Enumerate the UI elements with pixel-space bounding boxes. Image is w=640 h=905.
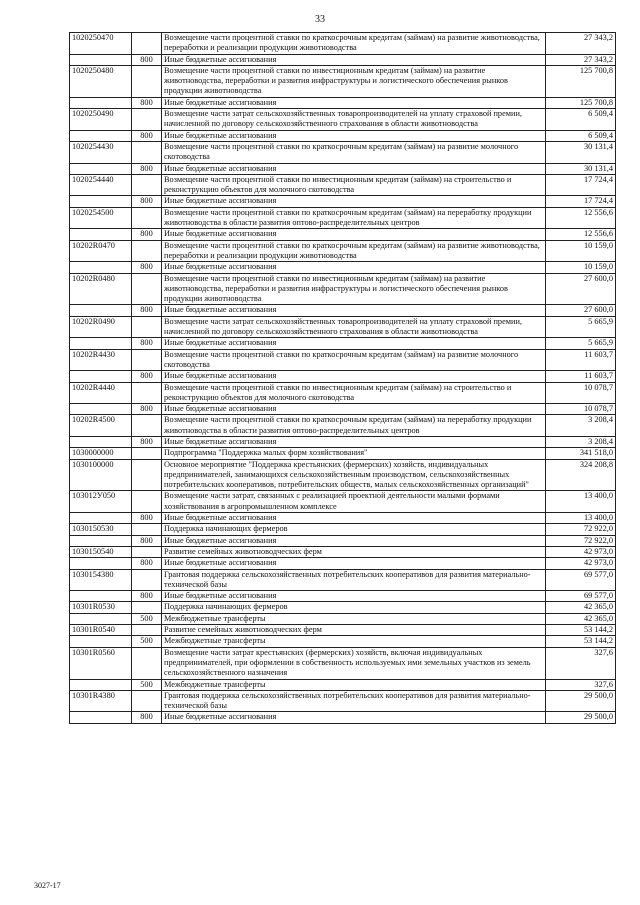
classification-code-cell [70,163,132,174]
table-row [70,130,616,141]
amount-cell: 29 500,0 [546,690,616,712]
classification-code-cell: 1020254500 [70,207,132,229]
table-row [70,448,616,459]
classification-code-cell [70,305,132,316]
item-name-cell: Иные бюджетные ассигнования [162,54,546,65]
amount-cell: 125 700,8 [546,97,616,108]
expense-type-cell [132,459,162,491]
item-name-cell: Иные бюджетные ассигнования [162,535,546,546]
amount-cell: 327,6 [546,679,616,690]
table-row [70,229,616,240]
table-row [70,97,616,108]
classification-code-cell: 1030150540 [70,546,132,557]
amount-cell: 30 131,4 [546,141,616,163]
table-row [70,513,616,524]
table-row [70,316,616,338]
table-row [70,54,616,65]
item-name-cell: Иные бюджетные ассигнования [162,436,546,447]
item-name-cell: Иные бюджетные ассигнования [162,305,546,316]
table-row [70,569,616,591]
amount-cell: 341 518,0 [546,448,616,459]
classification-code-cell: 10202R4430 [70,349,132,371]
expense-type-cell: 800 [132,97,162,108]
amount-cell: 11 603,7 [546,371,616,382]
table-row [70,371,616,382]
amount-cell: 27 343,2 [546,33,616,55]
classification-code-cell: 1030000000 [70,448,132,459]
expense-type-cell: 800 [132,130,162,141]
expense-type-cell [132,141,162,163]
classification-code-cell: 10202R0480 [70,273,132,305]
expense-type-cell: 800 [132,338,162,349]
item-name-cell: Возмещение части процентной ставки по краткосрочным кредитам (займам) на переработку продукции животноводства в области развития оптово-распределительных центров [162,415,546,437]
classification-code-cell: 1020254430 [70,141,132,163]
table-row [70,404,616,415]
expense-type-cell [132,690,162,712]
item-name-cell: Основное мероприятие "Поддержка крестьянских (фермерских) хозяйств, индивидуальных предпринимателей, занимающихся сельскохозяйственным производством, сельскохозяйственных потребительских кооперативов, потребительских обществ, малых сельскохозяйственных организаций" [162,459,546,491]
classification-code-cell: 10202R0470 [70,240,132,262]
expense-type-cell: 800 [132,436,162,447]
expense-type-cell [132,524,162,535]
table-row [70,382,616,404]
amount-cell: 10 159,0 [546,240,616,262]
amount-cell: 3 208,4 [546,436,616,447]
classification-code-cell: 10202R4500 [70,415,132,437]
classification-code-cell [70,97,132,108]
expense-type-cell [132,240,162,262]
item-name-cell: Возмещение части процентной ставки по инвестиционным кредитам (займам) на строительство и реконструкцию объектов для молочного скотоводства [162,174,546,196]
table-row [70,558,616,569]
item-name-cell: Иные бюджетные ассигнования [162,591,546,602]
classification-code-cell: 1020254440 [70,174,132,196]
item-name-cell: Возмещение части процентной ставки по краткосрочным кредитам (займам) на развитие животноводства, переработки и реализации продукции животноводства [162,240,546,262]
table-row [70,196,616,207]
table-row [70,524,616,535]
expense-type-cell: 800 [132,513,162,524]
classification-code-cell: 10301R4380 [70,690,132,712]
amount-cell: 30 131,4 [546,163,616,174]
expense-type-cell [132,415,162,437]
classification-code-cell [70,262,132,273]
classification-code-cell: 1020250490 [70,109,132,131]
classification-code-cell [70,613,132,624]
table-row [70,305,616,316]
classification-code-cell: 10301R0540 [70,625,132,636]
amount-cell: 6 509,4 [546,130,616,141]
table-row [70,436,616,447]
item-name-cell: Возмещение части процентной ставки по инвестиционным кредитам (займам) на строительство и реконструкцию объектов для молочного скотоводства [162,382,546,404]
amount-cell: 69 577,0 [546,569,616,591]
amount-cell: 10 078,7 [546,404,616,415]
table-row [70,712,616,723]
expense-type-cell: 800 [132,371,162,382]
table-row [70,207,616,229]
table-row [70,535,616,546]
table-row [70,602,616,613]
table-row [70,273,616,305]
table-row [70,636,616,647]
item-name-cell: Иные бюджетные ассигнования [162,130,546,141]
classification-code-cell: 1020250470 [70,33,132,55]
item-name-cell: Иные бюджетные ассигнования [162,558,546,569]
expense-type-cell [132,448,162,459]
expense-type-cell: 800 [132,712,162,723]
table-row [70,625,616,636]
item-name-cell: Иные бюджетные ассигнования [162,163,546,174]
amount-cell: 6 509,4 [546,109,616,131]
item-name-cell: Межбюджетные трансферты [162,613,546,624]
amount-cell: 11 603,7 [546,349,616,371]
expense-type-cell: 800 [132,305,162,316]
classification-code-cell: 103012У050 [70,491,132,513]
amount-cell: 327,6 [546,647,616,679]
item-name-cell: Возмещение части затрат крестьянских (фермерских) хозяйств, включая индивидуальных предпринимателей, при оформлении в собственность используемых ими земельных участков из земель сельскохозяйственного назначения [162,647,546,679]
expense-type-cell [132,174,162,196]
classification-code-cell [70,712,132,723]
expense-type-cell: 800 [132,262,162,273]
classification-code-cell [70,591,132,602]
expense-type-cell: 800 [132,54,162,65]
table-row [70,613,616,624]
item-name-cell: Иные бюджетные ассигнования [162,712,546,723]
classification-code-cell [70,513,132,524]
classification-code-cell [70,371,132,382]
expense-type-cell [132,647,162,679]
item-name-cell: Возмещение части процентной ставки по инвестиционным кредитам (займам) на развитие животноводства, переработки и развития инфраструктуры и логистического обеспечения рынков продукции животноводства [162,273,546,305]
expense-type-cell [132,109,162,131]
item-name-cell: Возмещение части процентной ставки по краткосрочным кредитам (займам) на развитие молочного скотоводства [162,349,546,371]
item-name-cell: Возмещение части затрат сельскохозяйственных товаропроизводителей на уплату страховой премии, начисленной по договору сельскохозяйственного страхования в области животноводства [162,109,546,131]
expense-type-cell [132,33,162,55]
item-name-cell: Возмещение части затрат, связанных с реализацией проектной деятельности малыми формами хозяйствования в агропромышленном комплексе [162,491,546,513]
expense-type-cell: 800 [132,558,162,569]
table-row [70,338,616,349]
item-name-cell: Иные бюджетные ассигнования [162,371,546,382]
item-name-cell: Иные бюджетные ассигнования [162,97,546,108]
classification-code-cell: 10301R0560 [70,647,132,679]
item-name-cell: Иные бюджетные ассигнования [162,229,546,240]
amount-cell: 17 724,4 [546,174,616,196]
expense-type-cell [132,316,162,338]
expense-type-cell: 800 [132,591,162,602]
expense-type-cell: 800 [132,404,162,415]
classification-code-cell [70,229,132,240]
item-name-cell: Грантовая поддержка сельскохозяйственных потребительских кооперативов для развития материально-технической базы [162,690,546,712]
table-row [70,349,616,371]
item-name-cell: Возмещение части процентной ставки по инвестиционным кредитам (займам) на развитие животноводства, переработки и развития инфраструктуры и логистического обеспечения рынков продукции животноводства [162,65,546,97]
amount-cell: 12 556,6 [546,207,616,229]
expense-type-cell: 800 [132,163,162,174]
amount-cell: 13 400,0 [546,491,616,513]
amount-cell: 27 343,2 [546,54,616,65]
item-name-cell: Возмещение части процентной ставки по краткосрочным кредитам (займам) на развитие животноводства, переработки и реализации продукции животноводства [162,33,546,55]
expense-type-cell: 800 [132,196,162,207]
item-name-cell: Иные бюджетные ассигнования [162,338,546,349]
item-name-cell: Иные бюджетные ассигнования [162,262,546,273]
item-name-cell: Поддержка начинающих фермеров [162,602,546,613]
expense-type-cell [132,65,162,97]
amount-cell: 10 078,7 [546,382,616,404]
item-name-cell: Возмещение части процентной ставки по краткосрочным кредитам (займам) на развитие молочного скотоводства [162,141,546,163]
classification-code-cell [70,636,132,647]
expense-type-cell: 500 [132,636,162,647]
expense-type-cell: 800 [132,535,162,546]
item-name-cell: Возмещение части затрат сельскохозяйственных товаропроизводителей на уплату страховой премии, начисленной по договору сельскохозяйственного страхования в области животноводства [162,316,546,338]
table-row [70,679,616,690]
item-name-cell: Межбюджетные трансферты [162,636,546,647]
table-row [70,591,616,602]
amount-cell: 53 144,2 [546,636,616,647]
amount-cell: 12 556,6 [546,229,616,240]
classification-code-cell: 1020250480 [70,65,132,97]
amount-cell: 29 500,0 [546,712,616,723]
classification-code-cell [70,130,132,141]
classification-code-cell [70,404,132,415]
amount-cell: 42 973,0 [546,558,616,569]
expense-type-cell [132,273,162,305]
item-name-cell: Межбюджетные трансферты [162,679,546,690]
expense-type-cell [132,382,162,404]
table-row [70,109,616,131]
amount-cell: 3 208,4 [546,415,616,437]
classification-code-cell [70,54,132,65]
table-row [70,163,616,174]
amount-cell: 72 922,0 [546,524,616,535]
amount-cell: 17 724,4 [546,196,616,207]
amount-cell: 42 365,0 [546,602,616,613]
table-row [70,690,616,712]
amount-cell: 125 700,8 [546,65,616,97]
amount-cell: 27 600,0 [546,273,616,305]
amount-cell: 27 600,0 [546,305,616,316]
classification-code-cell [70,436,132,447]
table-row [70,491,616,513]
classification-code-cell [70,535,132,546]
table-row [70,546,616,557]
item-name-cell: Иные бюджетные ассигнования [162,404,546,415]
table-row [70,174,616,196]
expense-type-cell: 800 [132,229,162,240]
classification-code-cell [70,558,132,569]
budget-table [69,32,616,724]
expense-type-cell [132,569,162,591]
table-row [70,262,616,273]
item-name-cell: Поддержка начинающих фермеров [162,524,546,535]
amount-cell: 42 973,0 [546,546,616,557]
expense-type-cell [132,602,162,613]
item-name-cell: Возмещение части процентной ставки по краткосрочным кредитам (займам) на переработку продукции животноводства в области развития оптово-распределительных центров [162,207,546,229]
expense-type-cell [132,207,162,229]
amount-cell: 13 400,0 [546,513,616,524]
classification-code-cell: 1030100000 [70,459,132,491]
amount-cell: 42 365,0 [546,613,616,624]
classification-code-cell [70,679,132,690]
item-name-cell: Грантовая поддержка сельскохозяйственных потребительских кооперативов для развития материально-технической базы [162,569,546,591]
table-row [70,459,616,491]
expense-type-cell [132,546,162,557]
item-name-cell: Развитие семейных животноводческих ферм [162,546,546,557]
item-name-cell: Иные бюджетные ассигнования [162,513,546,524]
classification-code-cell: 1030150530 [70,524,132,535]
classification-code-cell [70,196,132,207]
table-row [70,647,616,679]
table-row [70,240,616,262]
table-row [70,141,616,163]
table-row [70,415,616,437]
expense-type-cell [132,349,162,371]
document-footer-code: 3027-17 [34,881,61,890]
classification-code-cell [70,338,132,349]
amount-cell: 10 159,0 [546,262,616,273]
expense-type-cell: 500 [132,679,162,690]
budget-table-body [70,33,616,724]
item-name-cell: Подпрограмма "Поддержка малых форм хозяйствования" [162,448,546,459]
expense-type-cell [132,491,162,513]
amount-cell: 72 922,0 [546,535,616,546]
expense-type-cell: 500 [132,613,162,624]
classification-code-cell: 10202R4440 [70,382,132,404]
amount-cell: 69 577,0 [546,591,616,602]
amount-cell: 324 208,8 [546,459,616,491]
amount-cell: 53 144,2 [546,625,616,636]
amount-cell: 5 665,9 [546,338,616,349]
classification-code-cell: 10202R0490 [70,316,132,338]
classification-code-cell: 1030154380 [70,569,132,591]
table-row [70,33,616,55]
item-name-cell: Развитие семейных животноводческих ферм [162,625,546,636]
page-number: 33 [315,14,325,25]
amount-cell: 5 665,9 [546,316,616,338]
item-name-cell: Иные бюджетные ассигнования [162,196,546,207]
expense-type-cell [132,625,162,636]
classification-code-cell: 10301R0530 [70,602,132,613]
table-row [70,65,616,97]
